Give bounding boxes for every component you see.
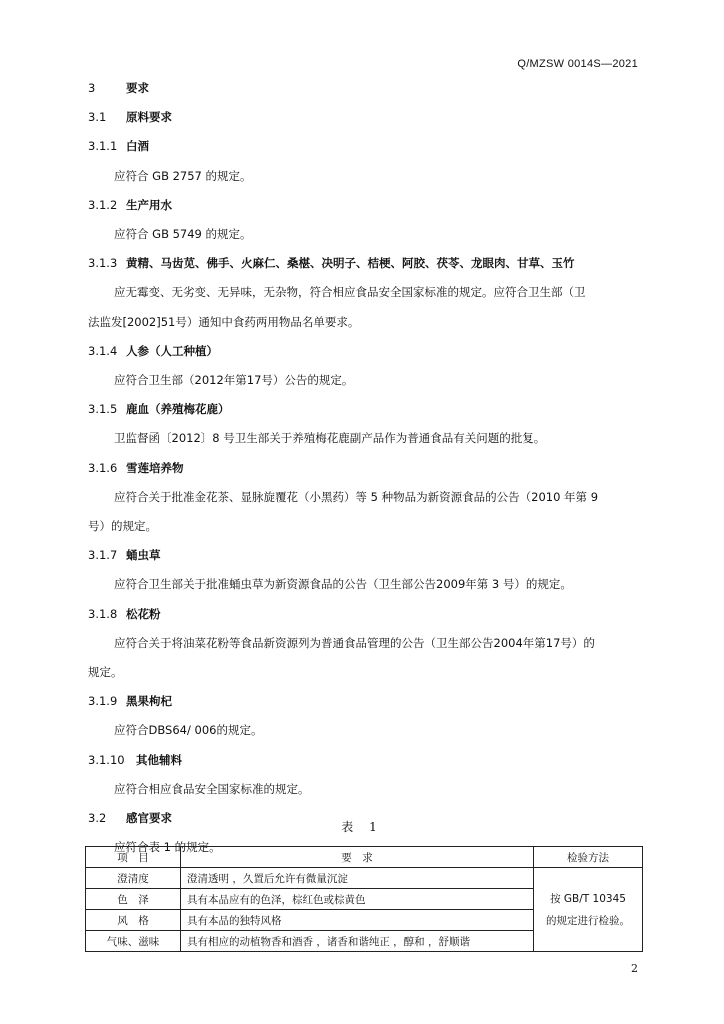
section-number: 3 [88,81,96,95]
paragraph-line: 卫监督函〔2012〕8 号卫生部关于养殖梅花鹿副产品作为普通食品有关问题的批复。 [114,431,546,446]
paragraph-line: 应符合相应食品安全国家标准的规定。 [114,781,310,796]
section-number: 3.1.6 [88,460,118,475]
header-method: 检验方法 [534,847,643,868]
section-heading [0,693,724,709]
section-heading [0,197,724,213]
section-title: 原料要求 [126,110,172,125]
section-title: 黄精、马齿苋、佛手、火麻仁、桑椹、决明子、桔梗、阿胶、茯苓、龙眼肉、甘草、玉竹 [126,256,575,271]
section-number: 3.1.1 [88,139,118,154]
paragraph-line: 规定。 [88,665,123,679]
section-heading [0,752,724,768]
section-number: 3.1.5 [88,402,118,417]
section-number: 3.1.2 [88,197,118,212]
section-title: 雪莲培养物 [126,460,184,475]
section-title: 生产用水 [126,197,172,212]
paragraph-line: 应符合DBS64/ 006的规定。 [114,723,263,738]
row-requirement: 具有本品的独特风格 [181,910,534,931]
section-number: 3.1.4 [88,343,118,358]
section-number: 3.1.3 [88,256,118,271]
paragraph-line: 应符合关于将油菜花粉等食品新资源列为普通食品管理的公告（卫生部公告2004年第17号）的 [114,635,595,650]
paragraph-line: 应符合 GB 2757 的规定。 [114,168,252,183]
row-item: 风 格 [86,910,181,931]
table-row [86,868,643,889]
section-heading [0,460,724,476]
section-number: 3.1.9 [88,694,118,709]
section-heading [0,606,724,622]
section-title: 其他辅料 [136,752,182,767]
section-title: 松花粉 [126,606,161,621]
paragraph-line: 应符合 GB 5749 的规定。 [114,227,252,241]
section-number: 3.1.10 [88,752,125,767]
section-title: 黑果枸杞 [126,694,172,709]
section-title: 蛹虫草 [126,548,161,563]
section-heading [0,138,724,154]
header-requirement: 要 求 [181,847,534,868]
section-heading [0,343,724,359]
row-item: 气味、滋味 [86,931,181,952]
section-heading [0,401,724,417]
paragraph-line: 应符合表 1 的规定。 [114,840,221,855]
document-code: Q/MZSW 0014S—2021 [517,58,638,70]
paragraph-line: 应符合卫生部关于批准蛹虫草为新资源食品的公告（卫生部公告2009年第 3 号）的规定。 [114,577,572,592]
inspection-method [534,868,643,952]
sensory-requirements-table [85,846,643,952]
paragraph-line: 法监发[2002]51号）通知中食药两用物品名单要求。 [88,314,360,329]
row-item: 色 泽 [86,889,181,910]
section-title: 感官要求 [126,811,172,825]
section-number: 3.1.8 [88,606,118,621]
table-header-row [86,847,643,868]
section-heading [0,547,724,563]
row-item: 澄清度 [86,868,181,889]
header-item: 项 目 [86,847,181,868]
page-number: 2 [631,962,638,975]
section-title: 人参（人工种植） [126,343,218,358]
paragraph-line: 号）的规定。 [88,519,157,533]
row-requirement: 具有本品应有的色泽，棕红色或棕黄色 [181,889,534,910]
section-number: 3.2 [88,811,107,825]
section-title: 要求 [126,81,149,95]
row-requirement: 具有相应的动植物香和酒香 ，诸香和谐纯正 ，醇和 ，舒顺谐 [181,931,534,952]
section-heading [0,255,724,271]
paragraph-line: 应无霉变、无劣变、无异味，无杂物，符合相应食品安全国家标准的规定。应符合卫生部（卫 [114,285,586,300]
table-caption: 表 1 [341,820,383,834]
row-requirement: 澄清透明 ，久置后允许有微量沉淀 [181,868,534,889]
section-title: 白酒 [126,139,149,154]
section-heading [0,80,724,96]
section-title: 鹿血（养殖梅花鹿） [126,402,230,417]
section-heading [0,109,724,125]
section-number: 3.1 [88,110,107,125]
paragraph-line: 应符合关于批准金花茶、显脉旋覆花（小黑药）等 5 种物品为新资源食品的公告（2010 年第 9 [114,489,599,504]
paragraph-line: 应符合卫生部（2012年第17号）公告的规定。 [114,373,354,387]
section-number: 3.1.7 [88,548,118,563]
inspection-method-text: 按 GB/T 10345 的规定进行检验。 [546,892,630,927]
